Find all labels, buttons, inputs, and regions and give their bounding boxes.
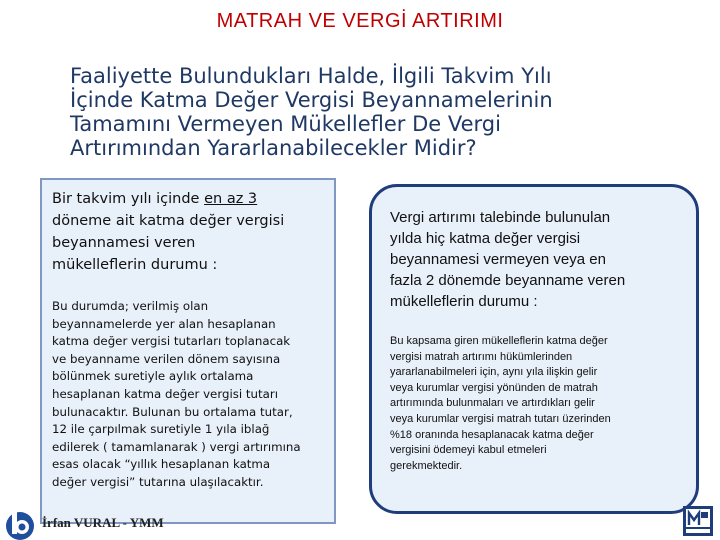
right-box-heading [390,207,680,312]
left-body-line: beyannamelerde yer alan hesaplanan [52,316,276,331]
left-box-heading [52,188,324,276]
question-line: Artırımından Yararlanabilecekler Midir? [70,136,477,160]
b-logo-icon [0,506,40,540]
question-line: Faaliyette Bulundukları Halde, İlgili Takvim Yılı [70,64,552,88]
left-body-line: Bu durumda; verilmiş olan [52,299,209,313]
right-heading-line: Vergi artırımı talebinde bulunulan [390,209,611,226]
left-heading-underlined: en az 3 [204,191,258,207]
question-heading [70,64,690,160]
right-info-box [369,184,699,514]
question-line: İçinde Katma Değer Vergisi Beyannamelerinin [70,88,553,112]
m-logo-icon [683,506,713,536]
right-body-line: vergisini ödemeyi kabul etmeleri [390,444,547,457]
left-heading-line: döneme ait katma değer vergisi [52,213,285,229]
right-body-line: gerekmektedir. [390,459,463,472]
right-body-line: Bu kapsama giren mükelleflerin katma değer [390,335,608,347]
left-body-line: bulunacaktır. Bulunan bu ortalama tutar, [52,404,293,419]
author-footer: İrfan VURAL - YMM [42,515,164,530]
left-body-line: katma değer vergisi tutarları toplanacak [52,334,291,349]
left-heading-line: beyannamesi veren [52,235,196,251]
left-heading-line: mükelleflerin durumu : [52,257,218,273]
question-line: Tamamını Vermeyen Mükellefler De Vergi [70,112,501,136]
right-body-line: veya kurumlar vergisi matrah tutarı üzerinden [390,412,611,425]
right-heading-line: fazla 2 dönemde beyanname veren [390,272,626,289]
right-body-line: artırımında bulunmaları ve artırdıkları gelir [390,397,595,410]
left-body-line: değer vergisi” tutarına ulaşılacaktır. [52,474,264,489]
left-body-line: hesaplanan katma değer vergisi tutarı [52,386,278,401]
left-box-body [52,298,324,492]
left-heading-text: Bir takvim yılı içinde [52,191,205,207]
right-body-line: vergisi matrah artırımı hükümlerinden [390,350,573,363]
left-body-line: 12 ile çarpılmak suretiyle 1 yıla iblağ [52,422,270,437]
right-body-line: yararlanabilmeleri için, aynı yıla ilişkin gelir [390,366,598,379]
right-heading-line: mükelleflerin durumu : [390,293,538,310]
right-heading-line: beyannamesi vermeyen veya en [390,251,606,268]
left-body-line: esas olacak “yıllık hesaplanan katma [52,457,271,472]
right-box-body [390,334,680,474]
right-heading-line: yılda hiç katma değer vergisi [390,230,581,247]
left-info-box [40,178,336,524]
left-body-line: bölünmek suretiyle aylık ortalama [52,369,254,384]
left-heading-line [52,188,324,210]
right-body-line: veya kurumlar vergisi yönünden de matrah [390,381,598,394]
left-body-line: ve beyanname verilen dönem sayısına [52,351,281,366]
left-body-line: edilerek ( tamamlanarak ) vergi artırımına [52,439,301,454]
right-body-line: %18 oranında hesaplanacak katma değer [390,428,594,441]
slide-title: MATRAH VE VERGİ ARTIRIMI [216,10,504,32]
